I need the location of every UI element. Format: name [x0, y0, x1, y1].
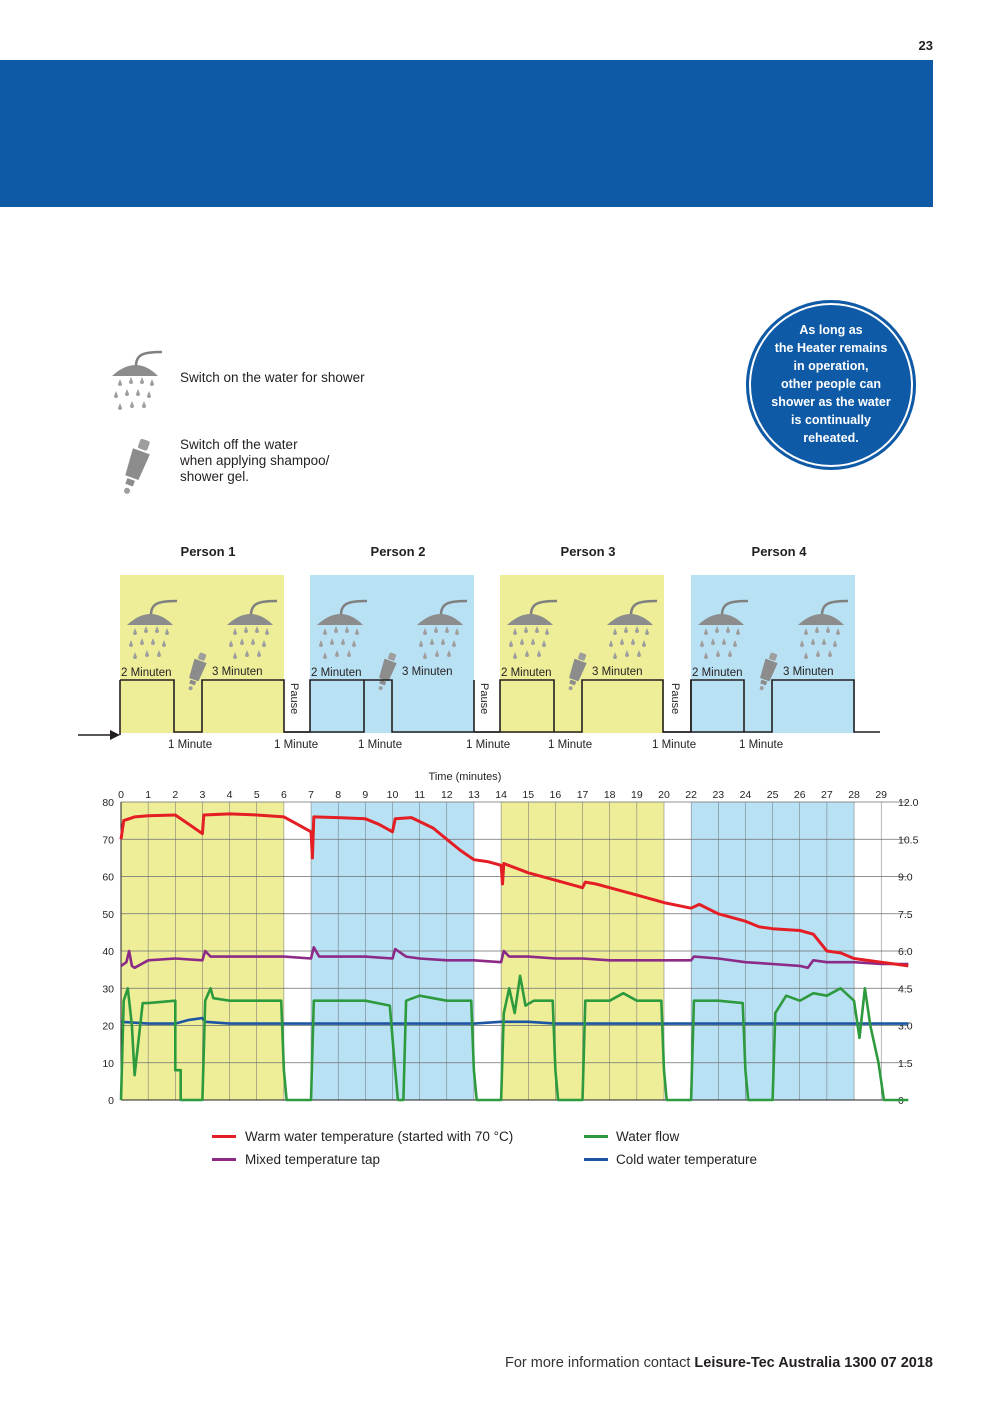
x-tick: 5: [253, 789, 260, 801]
legend-warm: Warm water temperature (started with 70 °C): [245, 1129, 514, 1144]
duration-3min: 3 Minuten: [402, 666, 453, 678]
shampoo-bottle-icon: [115, 436, 155, 496]
x-tick: 2: [172, 789, 179, 801]
y-tick-left: 60: [102, 871, 114, 884]
person-label: Person 2: [370, 544, 426, 559]
header-band: [0, 60, 933, 207]
y-tick-left: 10: [102, 1057, 114, 1070]
duration-3min: 3 Minuten: [592, 666, 643, 678]
info-badge: [746, 300, 916, 470]
y-tick-left: 30: [102, 983, 114, 996]
x-tick: 10: [386, 789, 399, 801]
x-tick: 6: [280, 789, 287, 801]
x-tick: 7: [308, 789, 314, 801]
footer: [400, 1355, 933, 1371]
duration-2min: 2 Minuten: [311, 667, 362, 679]
x-tick: 22: [685, 789, 697, 801]
x-axis-label: Time (minutes): [428, 771, 502, 783]
duration-1min: 1 Minute: [466, 739, 511, 751]
y-tick-right: 10.5: [898, 834, 919, 847]
y-tick-left: 70: [102, 834, 114, 847]
x-tick: 17: [576, 789, 589, 801]
legend-mixed: Mixed temperature tap: [245, 1152, 381, 1167]
pause-label: Pause: [669, 683, 681, 715]
pause-label: Pause: [288, 683, 300, 715]
x-tick: 14: [495, 789, 507, 801]
y-tick-left: 80: [102, 797, 114, 809]
y-tick-right: 9.0: [898, 871, 913, 884]
legend-swatch-mixed: [212, 1158, 236, 1161]
duration-3min: 3 Minuten: [783, 666, 834, 678]
x-tick: 13: [468, 789, 480, 801]
duration-1min: 1 Minute: [739, 739, 784, 751]
footer-contact: Leisure-Tec Australia 1300 07 2018: [694, 1355, 933, 1371]
pause-label: Pause: [478, 683, 490, 715]
x-tick: 20: [658, 789, 670, 801]
x-tick: 23: [712, 789, 725, 801]
x-tick: 25: [766, 789, 779, 801]
x-tick: 24: [739, 789, 752, 801]
y-tick-right: 12.0: [898, 797, 919, 809]
x-tick: 16: [549, 789, 562, 801]
x-tick: 11: [414, 789, 426, 801]
legend-flow: Water flow: [616, 1129, 680, 1144]
duration-2min: 2 Minuten: [121, 667, 172, 679]
x-tick: 8: [335, 789, 342, 801]
x-tick: 19: [631, 789, 643, 801]
duration-1min: 1 Minute: [652, 739, 697, 751]
x-tick: 26: [793, 789, 806, 801]
page-number: 23: [918, 38, 933, 53]
footer-prefix: For more information contact: [505, 1355, 691, 1371]
y-tick-right: 7.5: [898, 908, 913, 921]
duration-1min: 1 Minute: [274, 739, 319, 751]
x-tick: 1: [145, 789, 152, 801]
duration-1min: 1 Minute: [168, 739, 213, 751]
shower-schedule-diagram: [0, 530, 993, 760]
duration-2min: 2 Minuten: [501, 667, 552, 679]
y-tick-right: 0: [898, 1095, 904, 1107]
shower-head-icon: [108, 348, 168, 414]
person-label: Person 4: [751, 544, 807, 559]
x-tick: 28: [848, 789, 860, 801]
y-tick-right: 4.5: [898, 983, 913, 996]
legend-cold: Cold water temperature: [616, 1152, 758, 1167]
x-tick: 4: [226, 789, 233, 801]
duration-1min: 1 Minute: [548, 739, 593, 751]
person-label: Person 1: [180, 544, 236, 559]
badge-text: As long as the Heater remains in operation, other people can shower as the water is continually reheated.: [771, 323, 891, 445]
y-tick-right: 3.0: [898, 1020, 913, 1033]
y-tick-left: 20: [102, 1020, 114, 1033]
legend-shampoo-text: Switch off the water when applying shampoo/ shower gel.: [180, 437, 330, 484]
y-tick-right: 6.0: [898, 946, 913, 958]
x-tick: 3: [199, 789, 206, 801]
x-tick: 27: [821, 789, 833, 801]
legend-shower-text: Switch on the water for shower: [180, 370, 365, 385]
x-tick: 12: [440, 789, 453, 801]
temperature-chart: [0, 765, 993, 1115]
legend-swatch-warm: [212, 1135, 236, 1138]
person-label: Person 3: [560, 544, 616, 559]
y-tick-left: 50: [102, 908, 114, 921]
x-tick: 9: [362, 789, 369, 801]
x-tick: 15: [522, 789, 535, 801]
legend-swatch-cold: [584, 1158, 608, 1161]
duration-3min: 3 Minuten: [212, 666, 263, 678]
x-tick: 18: [603, 789, 616, 801]
duration-2min: 2 Minuten: [692, 667, 743, 679]
y-tick-left: 0: [108, 1095, 114, 1107]
x-tick: 0: [118, 789, 124, 801]
legend-swatch-flow: [584, 1135, 608, 1138]
y-tick-left: 40: [102, 946, 114, 958]
x-tick: 29: [875, 789, 888, 801]
duration-1min: 1 Minute: [358, 739, 403, 751]
y-tick-right: 1.5: [898, 1057, 913, 1070]
